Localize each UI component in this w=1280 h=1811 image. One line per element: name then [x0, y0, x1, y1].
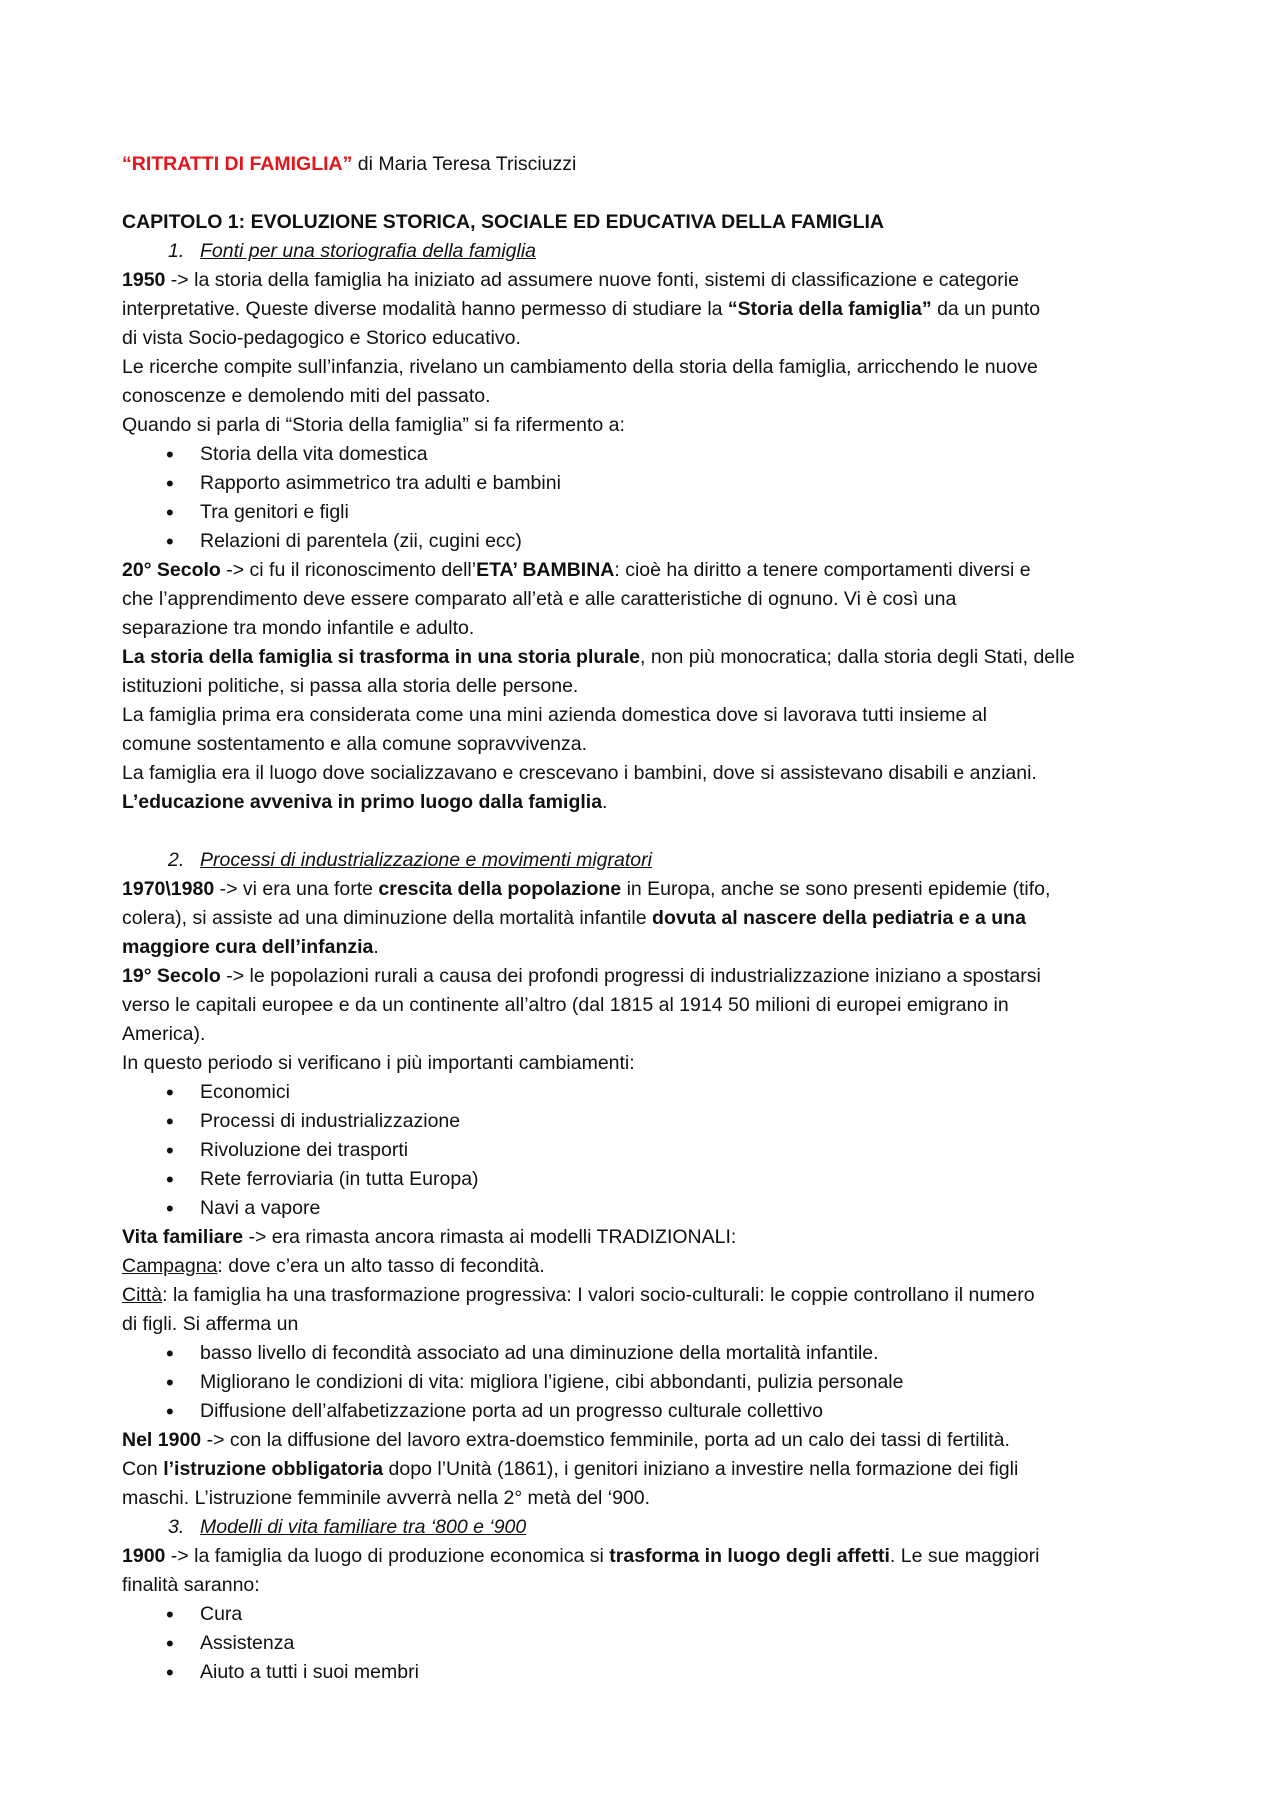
bullet-list [122, 1078, 1172, 1223]
list-item: • Economici [122, 1078, 1172, 1107]
section-1-heading: 1. Fonti per una storiografia della famiglia [168, 240, 537, 262]
list-item: • Rapporto asimmetrico tra adulti e bambini [122, 469, 1172, 498]
paragraph: 19° Secolo -> le popolazioni rurali a causa dei profondi progressi di industrializzazione iniziano a spostarsi [122, 965, 1041, 987]
paragraph: di vista Socio-pedagogico e Storico educativo. [122, 327, 521, 349]
list-item: • Rete ferroviaria (in tutta Europa) [122, 1165, 1172, 1194]
bullet-list [122, 440, 1172, 556]
document-page [122, 150, 1172, 1687]
paragraph: interpretative. Queste diverse modalità hanno permesso di studiare la “Storia della famiglia” da un punto [122, 298, 1041, 320]
paragraph: di figli. Si afferma un [122, 1313, 299, 1335]
paragraph: 1950 -> la storia della famiglia ha iniziato ad assumere nuove fonti, sistemi di classificazione e categorie [122, 269, 1019, 291]
list-item: • Migliorano le condizioni di vita: migliora l’igiene, cibi abbondanti, pulizia personale [122, 1368, 1172, 1397]
paragraph: separazione tra mondo infantile e adulto. [122, 617, 475, 639]
document-title: “RITRATTI DI FAMIGLIA” di Maria Teresa Trisciuzzi [122, 153, 577, 175]
paragraph: In questo periodo si verificano i più importanti cambiamenti: [122, 1052, 635, 1074]
paragraph: maggiore cura dell’infanzia. [122, 936, 379, 958]
list-item: • Cura [122, 1600, 1172, 1629]
paragraph: 1900 -> la famiglia da luogo di produzione economica si trasforma in luogo degli affetti. Le sue maggiori [122, 1545, 1040, 1567]
list-item: • Relazioni di parentela (zii, cugini ecc) [122, 527, 1172, 556]
list-item: • Diffusione dell’alfabetizzazione porta ad un progresso culturale collettivo [122, 1397, 1172, 1426]
list-item: • Assistenza [122, 1629, 1172, 1658]
paragraph: La storia della famiglia si trasforma in una storia plurale, non più monocratica; dalla storia degli Stati, delle [122, 646, 1075, 668]
paragraph: La famiglia era il luogo dove socializzavano e crescevano i bambini, dove si assistevano disabili e anziani. [122, 762, 1037, 784]
paragraph: comune sostentamento e alla comune sopravvivenza. [122, 733, 588, 755]
paragraph: che l’apprendimento deve essere comparato all’età e alle caratteristiche di ognuno. Vi è così una [122, 588, 957, 610]
paragraph: Nel 1900 -> con la diffusione del lavoro extra-doemstico femminile, porta ad un calo dei tassi di fertilità. [122, 1429, 1010, 1451]
bullet-list [122, 1339, 1172, 1426]
paragraph: istituzioni politiche, si passa alla storia delle persone. [122, 675, 579, 697]
section-3-heading: 3. Modelli di vita familiare tra ‘800 e ‘900 [168, 1516, 527, 1538]
section-2-heading: 2. Processi di industrializzazione e movimenti migratori [168, 849, 652, 871]
paragraph: finalità saranno: [122, 1574, 260, 1596]
paragraph: Vita familiare -> era rimasta ancora rimasta ai modelli TRADIZIONALI: [122, 1226, 737, 1248]
paragraph: conoscenze e demolendo miti del passato. [122, 385, 491, 407]
paragraph: verso le capitali europee e da un continente all’altro (dal 1815 al 1914 50 milioni di europei emigrano in [122, 994, 1009, 1016]
list-item: • Aiuto a tutti i suoi membri [122, 1658, 1172, 1687]
paragraph: Con l’istruzione obbligatoria dopo l’Unità (1861), i genitori iniziano a investire nella formazione dei figli [122, 1458, 1019, 1480]
paragraph: 20° Secolo -> ci fu il riconoscimento dell’ETA’ BAMBINA: cioè ha diritto a tenere comportamenti diversi e [122, 559, 1031, 581]
list-item: • basso livello di fecondità associato ad una diminuzione della mortalità infantile. [122, 1339, 1172, 1368]
list-item: • Navi a vapore [122, 1194, 1172, 1223]
paragraph: Quando si parla di “Storia della famiglia” si fa rifermento a: [122, 414, 625, 436]
paragraph: L’educazione avveniva in primo luogo dalla famiglia. [122, 791, 608, 813]
paragraph: Le ricerche compite sull’infanzia, rivelano un cambiamento della storia della famiglia, arricchendo le nuove [122, 356, 1038, 378]
paragraph: America). [122, 1023, 206, 1045]
list-item: • Processi di industrializzazione [122, 1107, 1172, 1136]
list-item: • Rivoluzione dei trasporti [122, 1136, 1172, 1165]
paragraph: colera), si assiste ad una diminuzione della mortalità infantile dovuta al nascere della pediatria e a una [122, 907, 1026, 929]
list-item: • Storia della vita domestica [122, 440, 1172, 469]
paragraph: 1970\1980 -> vi era una forte crescita della popolazione in Europa, anche se sono presenti epidemie (tifo, [122, 878, 1051, 900]
paragraph: Campagna: dove c’era un alto tasso di fecondità. [122, 1255, 545, 1277]
paragraph: maschi. L’istruzione femminile avverrà nella 2° metà del ‘900. [122, 1487, 651, 1509]
chapter-heading: CAPITOLO 1: EVOLUZIONE STORICA, SOCIALE ED EDUCATIVA DELLA FAMIGLIA [122, 211, 884, 233]
paragraph: La famiglia prima era considerata come una mini azienda domestica dove si lavorava tutti insieme al [122, 704, 987, 726]
list-item: • Tra genitori e figli [122, 498, 1172, 527]
bullet-list [122, 1600, 1172, 1687]
paragraph: Città: la famiglia ha una trasformazione progressiva: I valori socio-culturali: le coppie controllano il numero [122, 1284, 1035, 1306]
